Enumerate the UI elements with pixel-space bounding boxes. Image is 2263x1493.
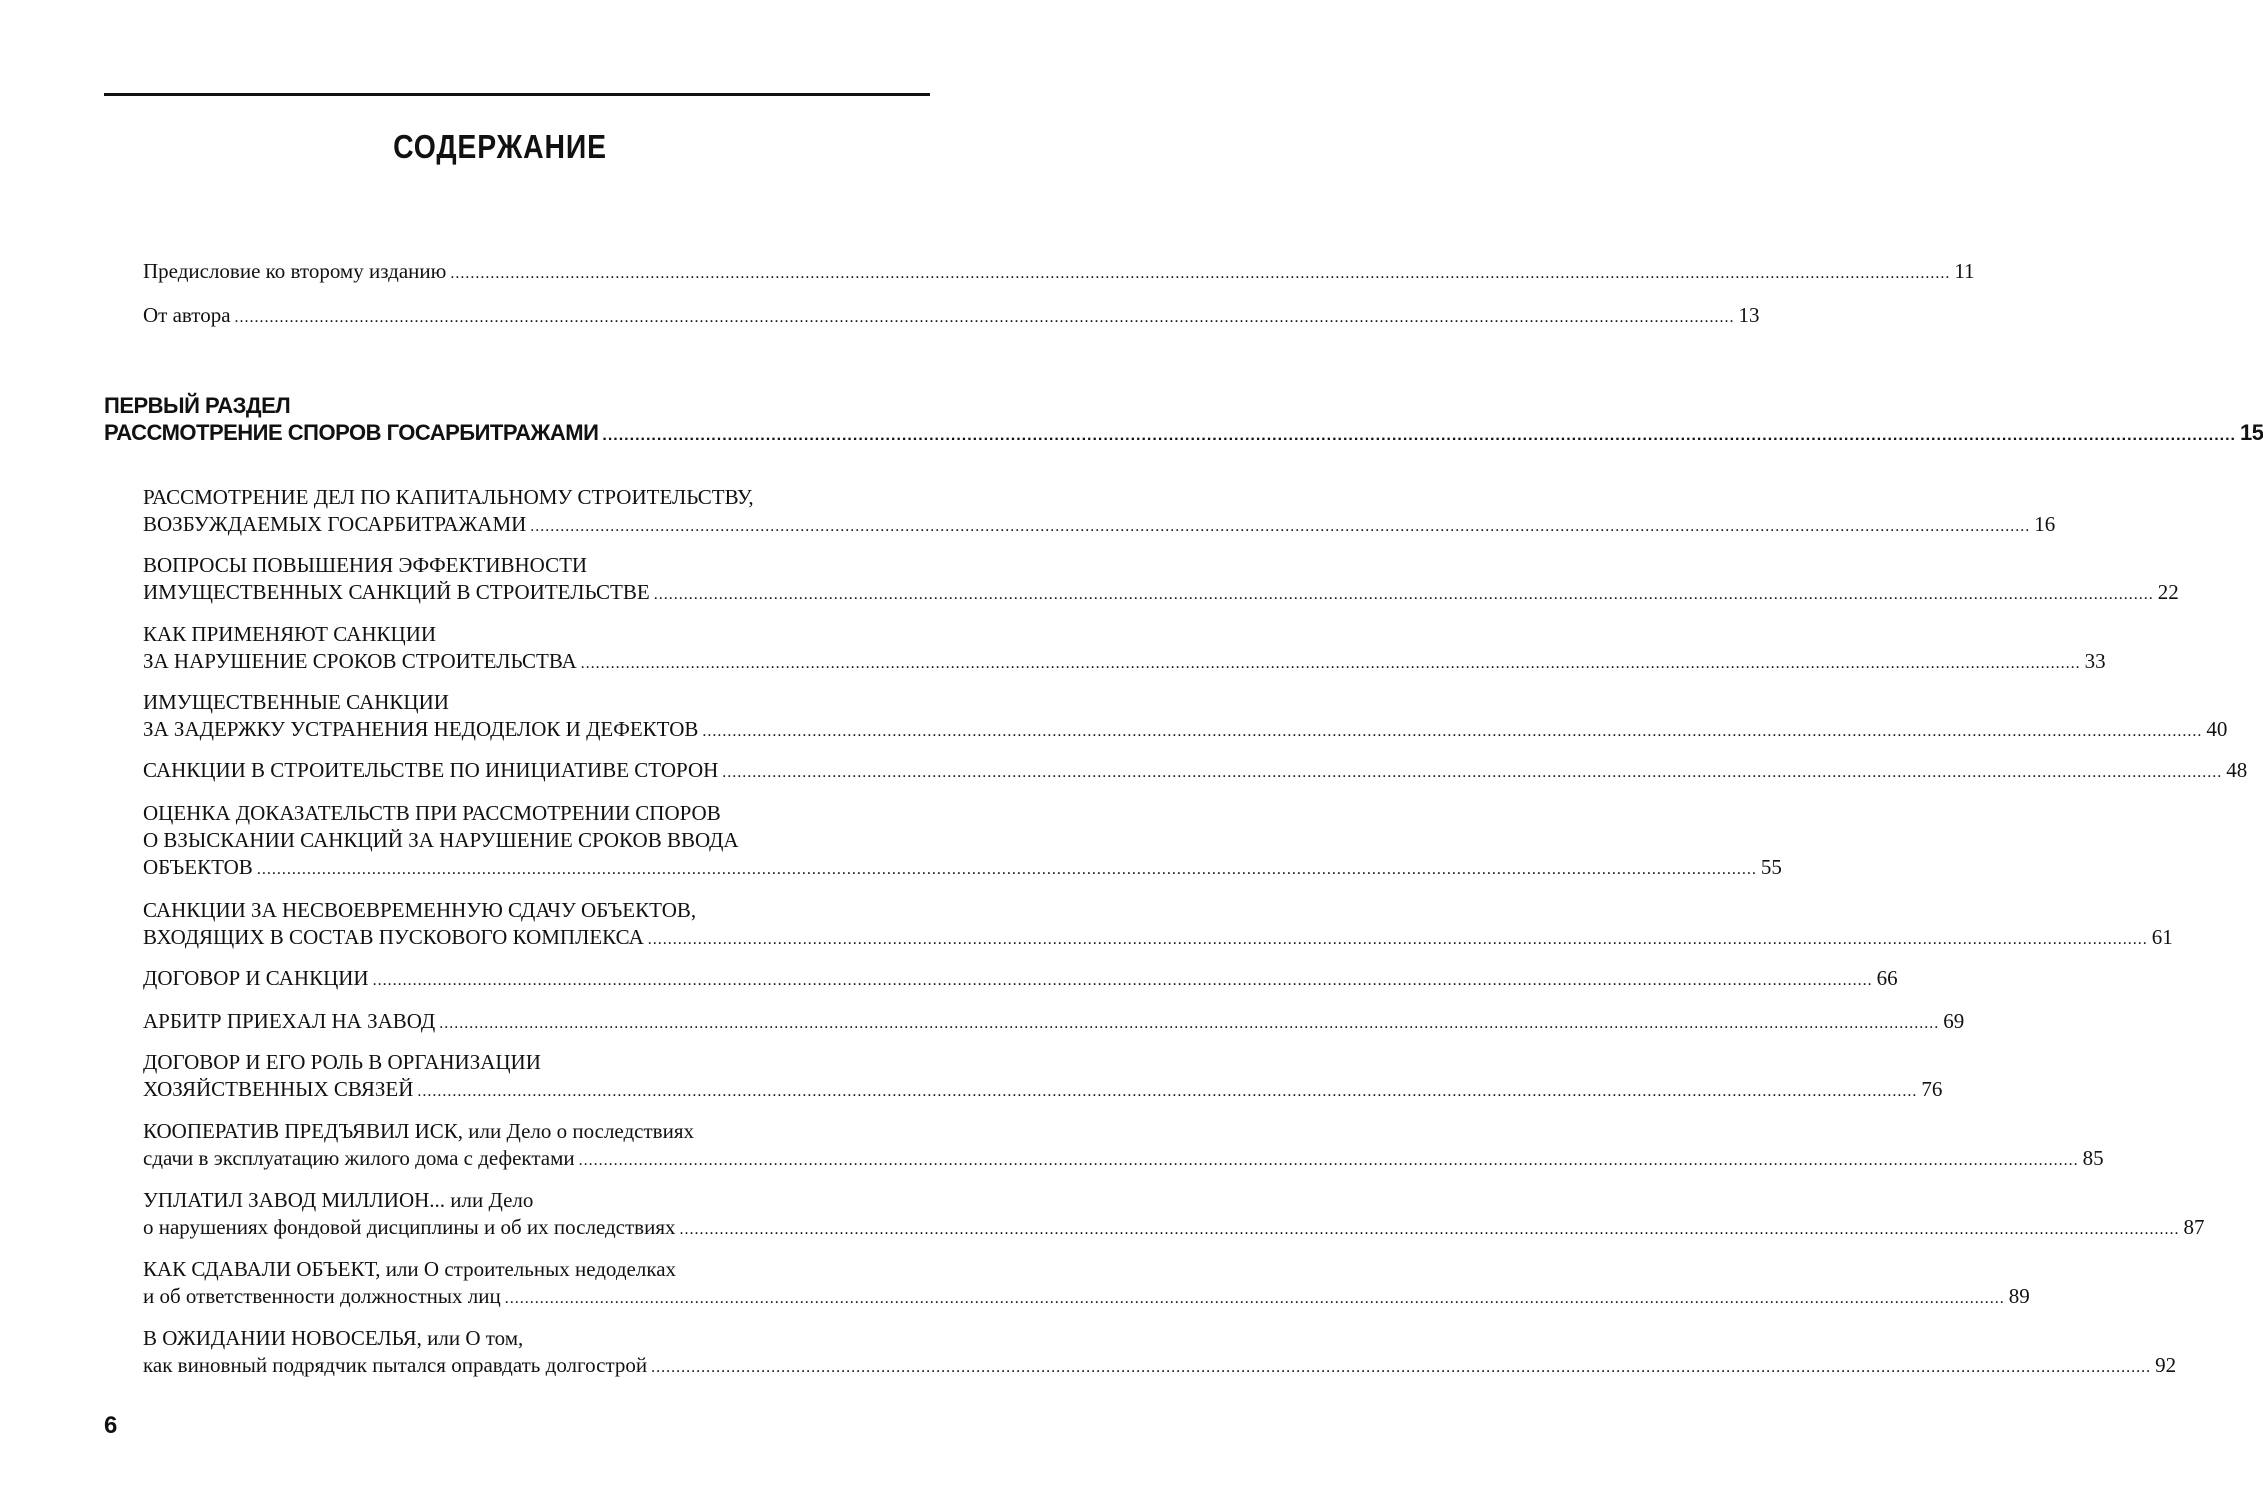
entry-last-line — [143, 511, 2056, 538]
toc-entry[interactable] — [143, 800, 1782, 881]
entry-last-line — [143, 1076, 1943, 1103]
entry-title-line: ВОПРОСЫ ПОВЫШЕНИЯ ЭФФЕКТИВНОСТИ — [143, 553, 588, 577]
top-rule — [104, 93, 930, 96]
entry-last-line — [143, 579, 2179, 606]
entry-title-line: ОБЪЕКТОВ — [143, 855, 253, 879]
entry-last-line — [143, 1283, 2030, 1310]
entry-title-line: и об ответственности должностных лиц — [143, 1284, 501, 1308]
page-number: 6 — [104, 1412, 118, 1439]
entry-title-line: ВХОДЯЩИХ В СОСТАВ ПУСКОВОГО КОМПЛЕКСА — [143, 925, 644, 949]
entry-title-line: САНКЦИИ ЗА НЕСВОЕВРЕМЕННУЮ СДАЧУ ОБЪЕКТОВ, — [143, 898, 697, 922]
entry-page-number: 13 — [1738, 303, 1760, 327]
entry-last-line — [143, 924, 2173, 951]
dot-leader: ............................................................................................................................................................................................................................................................................................................ — [647, 931, 2148, 948]
dot-leader: ............................................................................................................................................................................................................................................................................................................ — [580, 655, 2081, 672]
toc-entry[interactable] — [143, 1008, 1965, 1035]
dot-leader: ............................................................................................................................................................................................................................................................................................................ — [722, 764, 2223, 781]
dot-leader: ............................................................................................................................................................................................................................................................................................................ — [702, 723, 2203, 740]
entry-last-line — [143, 258, 1975, 285]
entry-last-line — [143, 1145, 2104, 1172]
toc-entry-preface[interactable] — [143, 302, 1760, 329]
toc-entry[interactable] — [143, 1049, 1943, 1103]
dot-leader: ............................................................................................................................................................................................................................................................................................................ — [530, 518, 2031, 535]
page-title: СОДЕРЖАНИЕ — [393, 128, 607, 165]
toc-entry-preface[interactable] — [143, 258, 1975, 285]
dot-leader: ............................................................................................................................................................................................................................................................................................................ — [372, 972, 1873, 989]
entry-page-number: 92 — [2155, 1353, 2177, 1377]
entry-title-line: КАК ПРИМЕНЯЮТ САНКЦИИ — [143, 622, 437, 646]
entry-last-line — [143, 716, 2228, 743]
entry-page-number: 48 — [2226, 758, 2248, 782]
toc-entry[interactable] — [143, 757, 2248, 784]
toc-section-heading[interactable] — [104, 392, 2263, 446]
dot-leader: ............................................................................................................................................................................................................................................................................................................ — [602, 427, 2236, 444]
dot-leader: ............................................................................................................................................................................................................................................................................................................ — [679, 1221, 2180, 1238]
entry-title-line: ИМУЩЕСТВЕННЫХ САНКЦИЙ В СТРОИТЕЛЬСТВЕ — [143, 580, 650, 604]
toc-entry[interactable] — [143, 484, 2056, 538]
toc-entry[interactable] — [143, 689, 2228, 743]
entry-last-line — [143, 648, 2106, 675]
toc-entry[interactable] — [143, 1187, 2205, 1241]
entry-page-number: 66 — [1876, 966, 1898, 990]
entry-title-line: В ОЖИДАНИИ НОВОСЕЛЬЯ, или О том, — [143, 1326, 524, 1350]
entry-page-number: 33 — [2084, 649, 2106, 673]
entry-title-line: ОЦЕНКА ДОКАЗАТЕЛЬСТВ ПРИ РАССМОТРЕНИИ СПОРОВ — [143, 801, 721, 825]
entry-title-line: От автора — [143, 303, 231, 327]
entry-title-line: О ВЗЫСКАНИИ САНКЦИЙ ЗА НАРУШЕНИЕ СРОКОВ ВВОДА — [143, 828, 739, 852]
entry-title-line: Предисловие ко второму изданию — [143, 259, 447, 283]
entry-last-line — [143, 302, 1760, 329]
toc-entry[interactable] — [143, 965, 1898, 992]
entry-page-number: 11 — [1954, 259, 1975, 283]
entry-title-line: ЗА ЗАДЕРЖКУ УСТРАНЕНИЯ НЕДОДЕЛОК И ДЕФЕКТОВ — [143, 717, 699, 741]
dot-leader: ............................................................................................................................................................................................................................................................................................................ — [256, 861, 1757, 878]
dot-leader: ............................................................................................................................................................................................................................................................................................................ — [417, 1083, 1918, 1100]
toc-entry[interactable] — [143, 897, 2173, 951]
entry-last-line — [143, 1214, 2205, 1241]
entry-last-line — [143, 1008, 1965, 1035]
entry-title-line: УПЛАТИЛ ЗАВОД МИЛЛИОН... или Дело — [143, 1188, 534, 1212]
entry-page-number: 16 — [2034, 512, 2056, 536]
dot-leader: ............................................................................................................................................................................................................................................................................................................ — [439, 1015, 1940, 1032]
entry-page-number: 15 — [2239, 420, 2263, 445]
entry-title-line: АРБИТР ПРИЕХАЛ НА ЗАВОД — [143, 1009, 436, 1033]
toc-entry[interactable] — [143, 621, 2106, 675]
entry-last-line — [143, 1352, 2177, 1379]
entry-title-line: КАК СДАВАЛИ ОБЪЕКТ, или О строительных недоделках — [143, 1257, 677, 1281]
entry-title-line: РАССМОТРЕНИЕ СПОРОВ ГОСАРБИТРАЖАМИ — [104, 420, 599, 445]
entry-last-line — [104, 419, 2263, 446]
entry-page-number: 55 — [1760, 855, 1782, 879]
entry-title-line: ИМУЩЕСТВЕННЫЕ САНКЦИИ — [143, 690, 449, 714]
entry-last-line — [143, 757, 2248, 784]
entry-title-line: ПЕРВЫЙ РАЗДЕЛ — [104, 393, 291, 418]
entry-page-number: 85 — [2082, 1146, 2104, 1170]
toc-entry[interactable] — [143, 552, 2179, 606]
dot-leader: ............................................................................................................................................................................................................................................................................................................ — [578, 1152, 2079, 1169]
entry-title-line: САНКЦИИ В СТРОИТЕЛЬСТВЕ ПО ИНИЦИАТИВЕ СТОРОН — [143, 758, 719, 782]
entry-last-line — [143, 854, 1782, 881]
dot-leader: ............................................................................................................................................................................................................................................................................................................ — [653, 586, 2154, 603]
entry-page-number: 87 — [2183, 1215, 2205, 1239]
entry-title-line: как виновный подрядчик пытался оправдать долгострой — [143, 1353, 648, 1377]
entry-title-line: о нарушениях фондовой дисциплины и об их последствиях — [143, 1215, 676, 1239]
entry-title-line: ХОЗЯЙСТВЕННЫХ СВЯЗЕЙ — [143, 1077, 414, 1101]
toc-entry[interactable] — [143, 1325, 2177, 1379]
entry-title-line: ДОГОВОР И ЕГО РОЛЬ В ОРГАНИЗАЦИИ — [143, 1050, 541, 1074]
entry-page-number: 76 — [1921, 1077, 1943, 1101]
entry-page-number: 40 — [2206, 717, 2228, 741]
entry-title-line: ВОЗБУЖДАЕМЫХ ГОСАРБИТРАЖАМИ — [143, 512, 527, 536]
entry-page-number: 89 — [2008, 1284, 2030, 1308]
dot-leader: ............................................................................................................................................................................................................................................................................................................ — [651, 1359, 2152, 1376]
entry-title-line: сдачи в эксплуатацию жилого дома с дефектами — [143, 1146, 575, 1170]
toc-entry[interactable] — [143, 1118, 2104, 1172]
toc-entry[interactable] — [143, 1256, 2030, 1310]
entry-title-line: ДОГОВОР И САНКЦИИ — [143, 966, 369, 990]
entry-title-line: ЗА НАРУШЕНИЕ СРОКОВ СТРОИТЕЛЬСТВА — [143, 649, 577, 673]
dot-leader: ............................................................................................................................................................................................................................................................................................................ — [504, 1290, 2005, 1307]
entry-title-line: КООПЕРАТИВ ПРЕДЪЯВИЛ ИСК, или Дело о последствиях — [143, 1119, 694, 1143]
dot-leader: ............................................................................................................................................................................................................................................................................................................ — [234, 309, 1735, 326]
entry-page-number: 61 — [2151, 925, 2173, 949]
entry-page-number: 22 — [2157, 580, 2179, 604]
dot-leader: ............................................................................................................................................................................................................................................................................................................ — [450, 265, 1951, 282]
entry-page-number: 69 — [1943, 1009, 1965, 1033]
entry-title-line: РАССМОТРЕНИЕ ДЕЛ ПО КАПИТАЛЬНОМУ СТРОИТЕЛЬСТВУ, — [143, 485, 754, 509]
entry-last-line — [143, 965, 1898, 992]
